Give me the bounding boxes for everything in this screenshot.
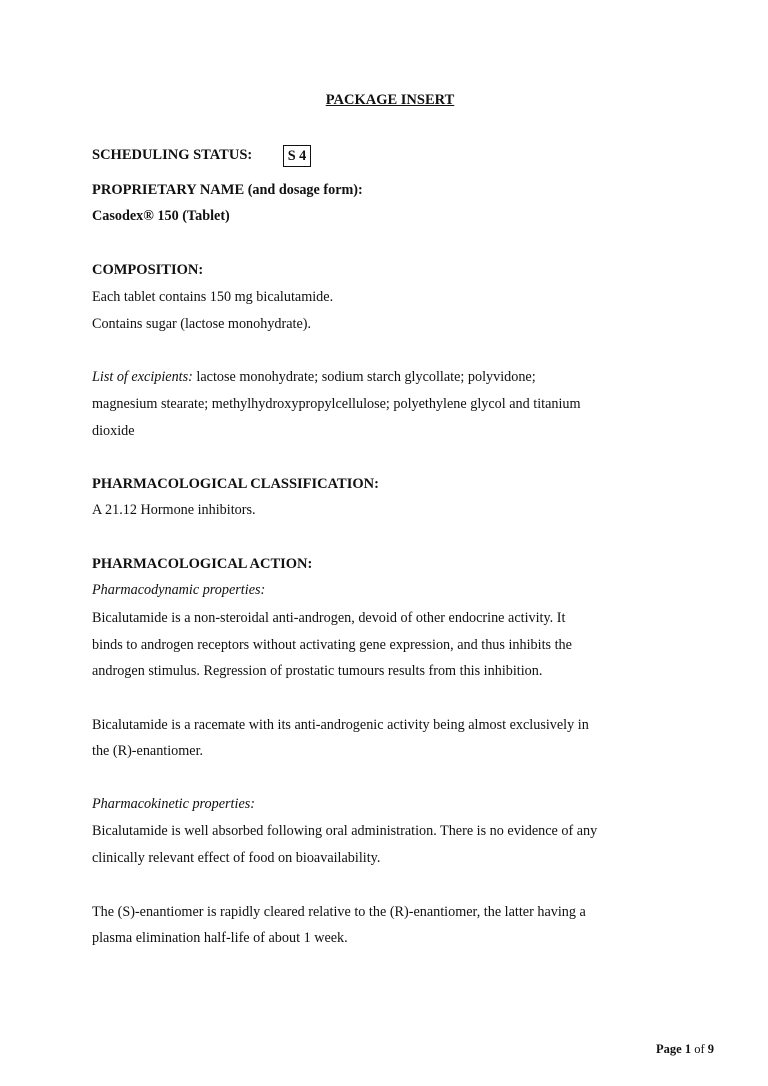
page-total: 9 xyxy=(707,1042,714,1056)
composition-heading: COMPOSITION: xyxy=(92,262,204,278)
excipients-line xyxy=(92,368,536,386)
page-of-word: of xyxy=(694,1042,705,1056)
classification-value: A 21.12 Hormone inhibitors. xyxy=(92,502,256,518)
scheduling-status-label: SCHEDULING STATUS: xyxy=(92,147,253,163)
composition-line: Each tablet contains 150 mg bicalutamide. xyxy=(92,289,334,305)
pharmacodynamic-text: Bicalutamide is a non-steroidal anti-androgen, devoid of other endocrine activity. It xyxy=(92,610,566,626)
page-word: Page xyxy=(656,1042,682,1056)
pharmacodynamic-text: androgen stimulus. Regression of prostatic tumours results from this inhibition. xyxy=(92,663,543,679)
pharmacokinetic-text: Bicalutamide is well absorbed following oral administration. There is no evidence of any xyxy=(92,823,598,839)
pharmacokinetic-text: plasma elimination half-life of about 1 week. xyxy=(92,930,348,946)
pharmacokinetic-text: clinically relevant effect of food on bioavailability. xyxy=(92,850,381,866)
pharmacodynamic-text: Bicalutamide is a racemate with its anti-androgenic activity being almost exclusively in xyxy=(92,717,589,733)
pharmacodynamic-text: the (R)-enantiomer. xyxy=(92,743,204,759)
proprietary-name-value: Casodex® 150 (Tablet) xyxy=(92,208,230,224)
classification-heading: PHARMACOLOGICAL CLASSIFICATION: xyxy=(92,476,379,492)
page-number xyxy=(656,1042,714,1057)
pharmacodynamic-text: binds to androgen receptors without activating gene expression, and thus inhibits the xyxy=(92,637,572,653)
pharmacokinetic-text: The (S)-enantiomer is rapidly cleared relative to the (R)-enantiomer, the latter having a xyxy=(92,904,586,920)
excipients-line: dioxide xyxy=(92,423,135,439)
proprietary-heading-main: PROPRIETARY NAME xyxy=(92,182,245,198)
proprietary-name-heading xyxy=(92,181,363,199)
document-title xyxy=(0,92,768,109)
page-current: 1 xyxy=(684,1042,692,1056)
action-heading: PHARMACOLOGICAL ACTION: xyxy=(92,556,313,572)
proprietary-heading-suffix: (and dosage form): xyxy=(244,182,363,198)
composition-line: Contains sugar (lactose monohydrate). xyxy=(92,316,312,332)
document-title-text: PACKAGE INSERT xyxy=(325,92,455,108)
pharmacokinetic-subheading: Pharmacokinetic properties: xyxy=(92,796,255,812)
scheduling-status-badge: S 4 xyxy=(283,145,311,167)
excipients-line: magnesium stearate; methylhydroxypropylcellulose; polyethylene glycol and titanium xyxy=(92,396,581,412)
pharmacodynamic-subheading: Pharmacodynamic properties: xyxy=(92,582,266,598)
excipients-label: List of excipients: xyxy=(92,369,193,385)
excipients-text: lactose monohydrate; sodium starch glycollate; polyvidone; xyxy=(192,369,536,385)
